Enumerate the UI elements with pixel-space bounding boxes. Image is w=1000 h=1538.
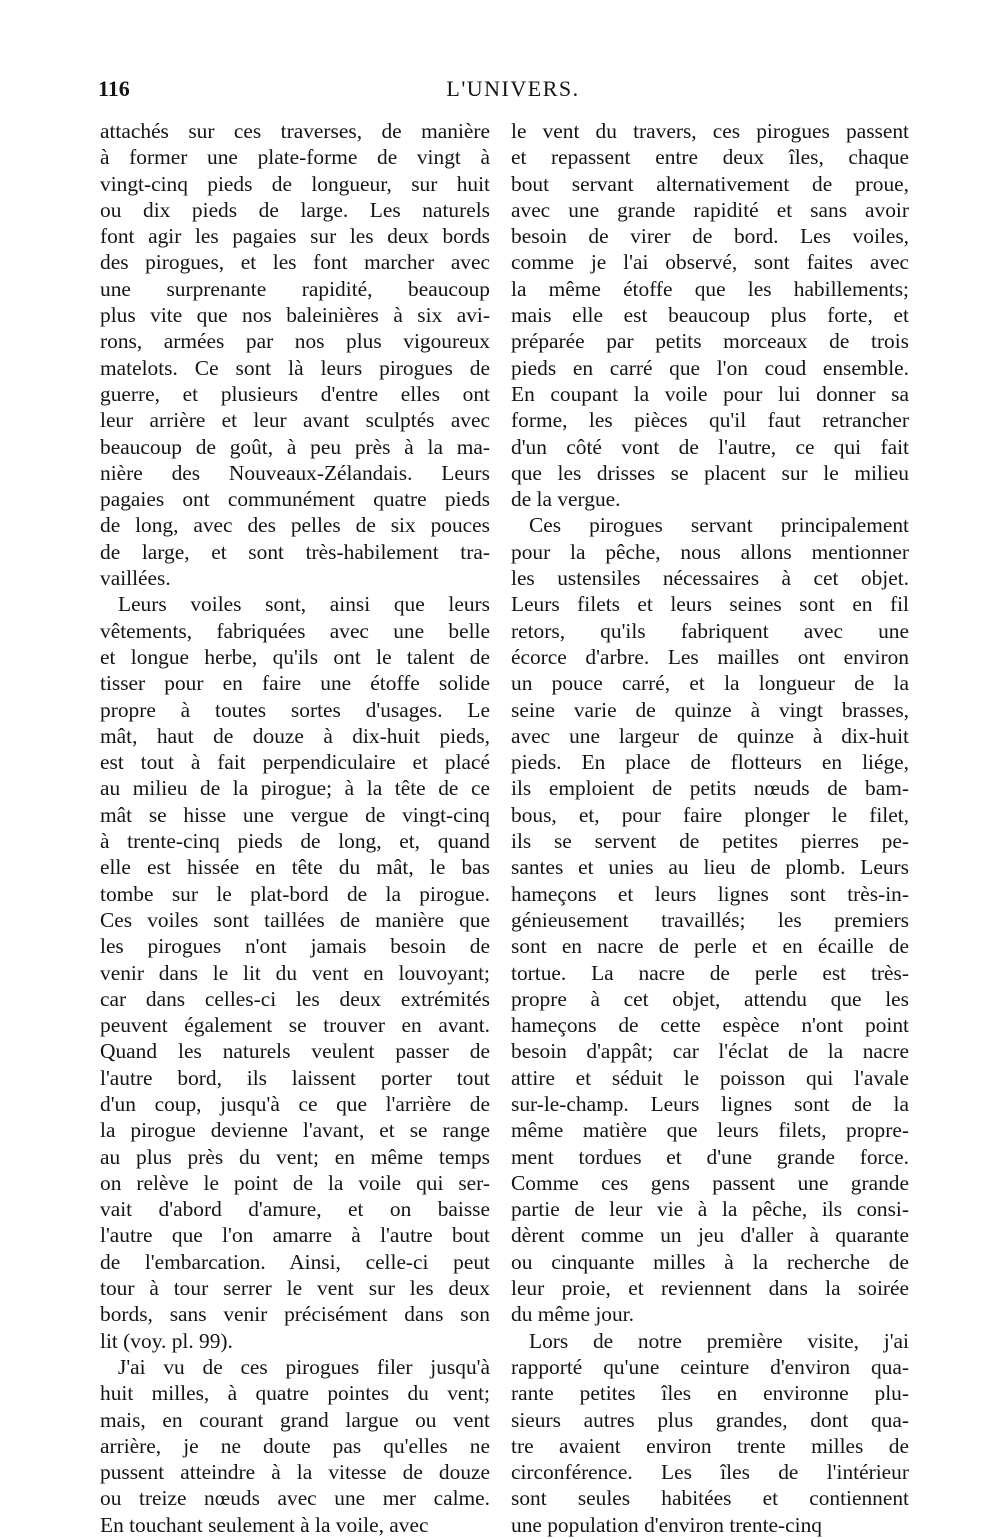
text-line: même matière que leurs filets, propre- <box>511 1118 909 1143</box>
text-line: est tout à fait perpendiculaire et placé <box>100 750 490 775</box>
text-line: au milieu de la pirogue; à la tête de ce <box>100 776 490 801</box>
text-line: Lors de notre première visite, j'ai <box>529 1328 909 1353</box>
text-line: Ces voiles sont taillées de manière que <box>100 907 490 932</box>
text-line: pussent atteindre à la vitesse de douze <box>100 1460 490 1485</box>
text-line: En touchant seulement à la voile, avec <box>100 1512 429 1537</box>
text-line: nière des Nouveaux-Zélandais. Leurs <box>100 460 490 485</box>
text-line: Quand les naturels veulent passer de <box>100 1039 490 1064</box>
text-line: vait d'abord d'amure, et on baisse <box>100 1197 490 1222</box>
text-line: les ustensiles nécessaires à cet objet. <box>511 566 909 591</box>
text-line: besoin d'appât; car l'éclat de la nacre <box>511 1039 909 1064</box>
text-line: la même étoffe que les habillements; <box>511 276 909 301</box>
text-line: santes et unies au lieu de plomb. Leurs <box>511 855 909 880</box>
text-line: écorce d'arbre. Les mailles ont environ <box>511 644 909 669</box>
text-line: pour la pêche, nous allons mentionner <box>511 539 909 564</box>
text-line: sur-le-champ. Leurs lignes sont de la <box>511 1091 909 1116</box>
text-line: bout servant alternativement de proue, <box>511 171 909 196</box>
left-text-column <box>100 118 490 1538</box>
text-line: pieds en carré que l'on coud ensemble. <box>511 355 909 380</box>
text-line: vêtements, fabriquées avec une belle <box>100 618 490 643</box>
text-line: arrière, je ne doute pas qu'elles ne <box>100 1433 490 1458</box>
running-title: L'UNIVERS. <box>446 76 580 101</box>
page-number: 116 <box>98 76 130 101</box>
text-line: préparée par petits morceaux de trois <box>511 329 909 354</box>
text-line: ils se servent de petites pierres pe- <box>511 829 909 854</box>
text-line: propre à toutes sortes d'usages. Le <box>100 697 490 722</box>
text-line: leur proie, et reviennent dans la soirée <box>511 1276 909 1301</box>
text-line: avec une largeur de quinze à dix-huit <box>511 723 909 748</box>
text-line: d'un côté vont de l'autre, ce qui fait <box>511 434 909 459</box>
text-line: au plus près du vent; en même temps <box>100 1144 490 1169</box>
text-line: le vent du travers, ces pirogues passent <box>511 119 909 143</box>
text-line: l'autre bord, ils laissent porter tout <box>100 1065 490 1090</box>
text-line: peuvent également se trouver en avant. <box>100 1013 490 1038</box>
text-line: mât, haut de douze à dix-huit pieds, <box>100 723 490 748</box>
text-line: on relève le point de la voile qui ser- <box>100 1170 490 1195</box>
text-line: retors, qu'ils fabriquent avec une <box>511 618 909 643</box>
text-line: rante petites îles en environne plu- <box>511 1381 909 1406</box>
text-line: huit milles, à quatre pointes du vent; <box>100 1381 490 1406</box>
text-line: à trente-cinq pieds de long, et, quand <box>100 829 490 854</box>
text-line: bous, et, pour faire plonger le filet, <box>511 802 909 827</box>
text-line: et repassent entre deux îles, chaque <box>511 145 909 170</box>
text-line: que les drisses se placent sur le milieu <box>511 460 909 485</box>
text-line: les pirogues n'ont jamais besoin de <box>100 934 490 959</box>
text-line: beaucoup de goût, à peu près à la ma- <box>100 434 490 459</box>
text-line: Leurs voiles sont, ainsi que leurs <box>118 592 490 617</box>
text-line: des pirogues, et les font marcher avec <box>100 250 490 275</box>
text-line: à former une plate-forme de vingt à <box>100 145 490 170</box>
text-line: mais, en courant grand largue ou vent <box>100 1407 490 1432</box>
text-line: forme, les pièces qu'il faut retrancher <box>511 408 909 433</box>
text-line: ment tordues et d'une grande force. <box>511 1144 909 1169</box>
text-line: génieusement travaillés; les premiers <box>511 907 909 932</box>
text-line: circonférence. Les îles de l'intérieur <box>511 1460 909 1485</box>
text-line: plus vite que nos baleinières à six avi- <box>100 303 490 328</box>
text-line: ou treize nœuds avec une mer calme. <box>100 1486 490 1511</box>
text-line: de la vergue. <box>511 487 621 512</box>
text-line: tre avaient environ trente milles de <box>511 1433 909 1458</box>
text-line: bords, sans venir précisément dans son <box>100 1302 490 1327</box>
text-line: du même jour. <box>511 1302 634 1327</box>
text-line: de long, avec des pelles de six pouces <box>100 513 490 538</box>
text-line: ou dix pieds de large. Les naturels <box>100 197 490 222</box>
text-line: pagaies ont communément quatre pieds <box>100 487 490 512</box>
text-line: un pouce carré, et la longueur de la <box>511 671 909 696</box>
text-line: tour à tour serrer le vent sur les deux <box>100 1276 490 1301</box>
right-text-column <box>511 118 909 1538</box>
text-line: sont seules habitées et contiennent <box>511 1486 909 1511</box>
text-line: Ces pirogues servant principalement <box>529 513 909 538</box>
text-line: hameçons et leurs lignes sont très-in- <box>511 881 909 906</box>
text-line: d'un coup, jusqu'à ce que l'arrière de <box>100 1091 490 1116</box>
text-line: avec une grande rapidité et sans avoir <box>511 197 909 222</box>
text-line: sieurs autres plus grandes, dont qua- <box>511 1407 909 1432</box>
text-line: attachés sur ces traverses, de manière <box>100 119 490 143</box>
text-line: ou cinquante milles à la recherche de <box>511 1249 909 1274</box>
text-line: comme je l'ai observé, sont faites avec <box>511 250 909 275</box>
text-line: venir dans le lit du vent en louvoyant; <box>100 960 490 985</box>
text-line: une surprenante rapidité, beaucoup <box>100 276 490 301</box>
text-line: et longue herbe, qu'ils ont le talent de <box>100 644 490 669</box>
text-line: font agir les pagaies sur les deux bords <box>100 224 490 249</box>
text-line: tisser pour en faire une étoffe solide <box>100 671 490 696</box>
text-line: rons, armées par nos plus vigoureux <box>100 329 490 354</box>
text-line: attire et séduit le poisson qui l'avale <box>511 1065 909 1090</box>
text-line: J'ai vu de ces pirogues filer jusqu'à <box>118 1354 490 1379</box>
text-line: guerre, et plusieurs d'entre elles ont <box>100 381 490 406</box>
text-line: de large, et sont très-habilement tra- <box>100 539 490 564</box>
text-line: l'autre que l'on amarre à l'autre bout <box>100 1223 490 1248</box>
text-line: rapporté qu'une ceinture d'environ qua- <box>511 1354 909 1379</box>
text-line: car dans celles-ci les deux extrémités <box>100 986 490 1011</box>
text-line: matelots. Ce sont là leurs pirogues de <box>100 355 490 380</box>
text-line: vaillées. <box>100 566 171 591</box>
text-line: vingt-cinq pieds de longueur, sur huit <box>100 171 490 196</box>
text-line: mât se hisse une vergue de vingt-cinq <box>100 802 490 827</box>
text-line: En coupant la voile pour lui donner sa <box>511 381 909 406</box>
text-line: mais elle est beaucoup plus forte, et <box>511 303 909 328</box>
text-line: lit (voy. pl. 99). <box>100 1328 233 1353</box>
text-line: Comme ces gens passent une grande <box>511 1170 909 1195</box>
text-line: partie de leur vie à la pêche, ils consi- <box>511 1197 909 1222</box>
text-line: seine varie de quinze à vingt brasses, <box>511 697 909 722</box>
text-line: hameçons de cette espèce n'ont point <box>511 1013 909 1038</box>
text-line: pieds. En place de flotteurs en liége, <box>511 750 909 775</box>
text-line: la pirogue devienne l'avant, et se range <box>100 1118 490 1143</box>
text-line: Leurs filets et leurs seines sont en fil <box>511 592 909 617</box>
text-line: tombe sur le plat-bord de la pirogue. <box>100 881 490 906</box>
text-line: ils emploient de petits nœuds de bam- <box>511 776 909 801</box>
text-line: tortue. La nacre de perle est très- <box>511 960 909 985</box>
text-line: elle est hissée en tête du mât, le bas <box>100 855 490 880</box>
text-line: une population d'environ trente-cinq <box>511 1512 822 1537</box>
text-line: propre à cet objet, attendu que les <box>511 986 909 1011</box>
text-line: de l'embarcation. Ainsi, celle-ci peut <box>100 1249 490 1274</box>
text-line: leur arrière et leur avant sculptés avec <box>100 408 490 433</box>
text-line: dèrent comme un jeu d'aller à quarante <box>511 1223 909 1248</box>
text-line: sont en nacre de perle et en écaille de <box>511 934 909 959</box>
running-head <box>98 76 928 106</box>
text-line: besoin de virer de bord. Les voiles, <box>511 224 909 249</box>
